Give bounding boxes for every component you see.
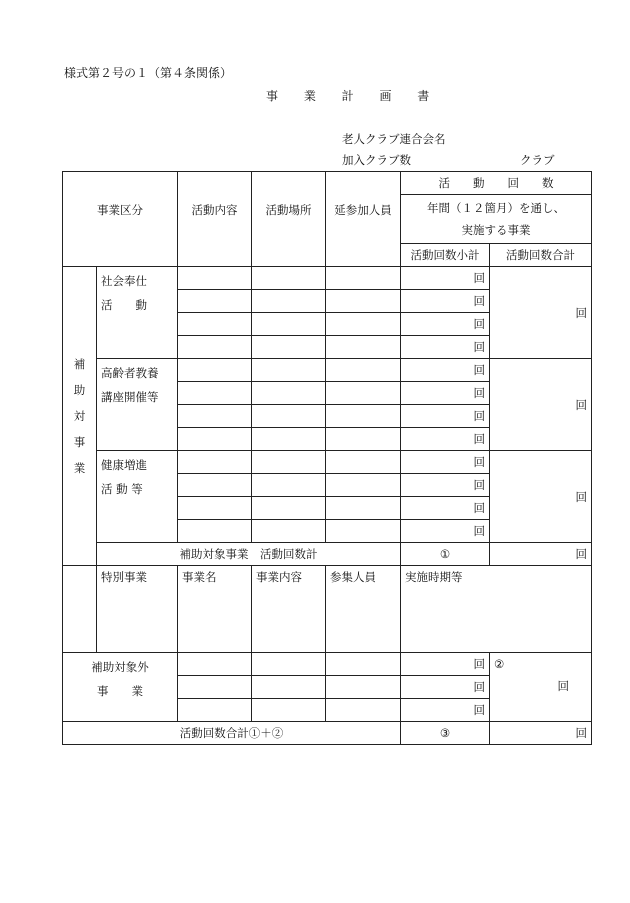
content-cell[interactable] bbox=[178, 451, 252, 474]
non-subsidized-label: 補助対象外 事 業 bbox=[63, 653, 178, 722]
participants-cell[interactable] bbox=[326, 267, 401, 290]
summary-total-cell[interactable]: 回 bbox=[490, 543, 592, 566]
subtotal-cell[interactable]: 回 bbox=[401, 267, 490, 290]
place-cell[interactable] bbox=[252, 451, 326, 474]
content-cell[interactable] bbox=[178, 405, 252, 428]
subtotal-cell[interactable]: 回 bbox=[401, 676, 490, 699]
participants-cell[interactable] bbox=[326, 428, 401, 451]
place-cell[interactable] bbox=[252, 676, 326, 699]
header-row bbox=[63, 172, 592, 195]
summary-mark-2: ② bbox=[494, 657, 505, 671]
special-project-row bbox=[63, 566, 592, 653]
subtotal-cell[interactable]: 回 bbox=[401, 313, 490, 336]
subtotal-cell[interactable]: 回 bbox=[401, 336, 490, 359]
subsidized-summary-row bbox=[63, 543, 592, 566]
participants-cell[interactable] bbox=[326, 653, 401, 676]
document-title: 事 業 計 画 書 bbox=[266, 89, 441, 103]
participants-cell[interactable] bbox=[326, 474, 401, 497]
content-cell[interactable] bbox=[178, 267, 252, 290]
subtotal-cell[interactable]: 回 bbox=[401, 451, 490, 474]
place-cell[interactable] bbox=[252, 359, 326, 382]
content-cell[interactable] bbox=[178, 653, 252, 676]
content-cell[interactable] bbox=[178, 497, 252, 520]
total-cell[interactable]: 回 bbox=[490, 267, 592, 359]
subtotal-cell[interactable]: 回 bbox=[401, 520, 490, 543]
col-category: 事業区分 bbox=[63, 172, 178, 267]
content-cell[interactable] bbox=[178, 290, 252, 313]
business-plan-table bbox=[62, 171, 592, 745]
place-cell[interactable] bbox=[252, 699, 326, 722]
subtotal-cell[interactable]: 回 bbox=[401, 428, 490, 451]
subtotal-cell[interactable]: 回 bbox=[401, 290, 490, 313]
subsidized-label: 補助対事業 bbox=[63, 267, 97, 566]
special-project-name[interactable]: 事業名 bbox=[178, 566, 252, 653]
subtotal-cell[interactable]: 回 bbox=[401, 382, 490, 405]
place-cell[interactable] bbox=[252, 474, 326, 497]
content-cell[interactable] bbox=[178, 359, 252, 382]
content-cell[interactable] bbox=[178, 336, 252, 359]
place-cell[interactable] bbox=[252, 653, 326, 676]
group-health-promotion: 健康増進 活 動 等 bbox=[97, 451, 178, 543]
col-participants: 延参加人員 bbox=[326, 172, 401, 267]
subsidized-summary-label: 補助対象事業 活動回数計 bbox=[97, 543, 401, 566]
table-row bbox=[63, 359, 592, 382]
participants-cell[interactable] bbox=[326, 290, 401, 313]
special-project-period[interactable]: 実施時期等 bbox=[401, 566, 592, 653]
member-clubs-unit: クラブ bbox=[520, 153, 555, 167]
total-cell[interactable]: 回 bbox=[490, 359, 592, 451]
subtotal-cell[interactable]: 回 bbox=[401, 359, 490, 382]
col-total: 活動回数合計 bbox=[490, 244, 592, 267]
place-cell[interactable] bbox=[252, 405, 326, 428]
place-cell[interactable] bbox=[252, 382, 326, 405]
grand-total-cell[interactable]: 回 bbox=[490, 722, 592, 745]
col-place: 活動場所 bbox=[252, 172, 326, 267]
place-cell[interactable] bbox=[252, 497, 326, 520]
member-clubs-label: 加入クラブ数 bbox=[342, 153, 411, 167]
participants-cell[interactable] bbox=[326, 676, 401, 699]
content-cell[interactable] bbox=[178, 313, 252, 336]
subtotal-cell[interactable]: 回 bbox=[401, 699, 490, 722]
grand-total-label: 活動回数合計①＋② bbox=[63, 722, 401, 745]
content-cell[interactable] bbox=[178, 474, 252, 497]
col-annual-note: 年間（１２箇月）を通し、 実施する事業 bbox=[401, 195, 592, 244]
total-cell[interactable]: 回 bbox=[490, 451, 592, 543]
group-elderly-education: 高齢者教養 講座開催等 bbox=[97, 359, 178, 451]
participants-cell[interactable] bbox=[326, 313, 401, 336]
place-cell[interactable] bbox=[252, 336, 326, 359]
content-cell[interactable] bbox=[178, 699, 252, 722]
content-cell[interactable] bbox=[178, 428, 252, 451]
subtotal-cell[interactable]: 回 bbox=[401, 405, 490, 428]
participants-cell[interactable] bbox=[326, 405, 401, 428]
participants-cell[interactable] bbox=[326, 520, 401, 543]
form-number: 様式第２号の１（第４条関係） bbox=[64, 66, 233, 80]
place-cell[interactable] bbox=[252, 520, 326, 543]
special-project-label: 特別事業 bbox=[97, 566, 178, 653]
non-subsidized-total-unit: 回 bbox=[557, 679, 569, 693]
place-cell[interactable] bbox=[252, 267, 326, 290]
content-cell[interactable] bbox=[178, 382, 252, 405]
participants-cell[interactable] bbox=[326, 699, 401, 722]
participants-cell[interactable] bbox=[326, 336, 401, 359]
non-subsidized-total[interactable] bbox=[490, 653, 592, 722]
league-name-label: 老人クラブ連合会名 bbox=[342, 132, 446, 146]
subtotal-cell[interactable]: 回 bbox=[401, 497, 490, 520]
col-content: 活動内容 bbox=[178, 172, 252, 267]
participants-cell[interactable] bbox=[326, 497, 401, 520]
table-row bbox=[63, 653, 592, 676]
group-social-service: 社会奉仕 活 動 bbox=[97, 267, 178, 359]
place-cell[interactable] bbox=[252, 290, 326, 313]
col-subtotal: 活動回数小計 bbox=[401, 244, 490, 267]
col-activity-count: 活 動 回 数 bbox=[401, 172, 592, 195]
participants-cell[interactable] bbox=[326, 382, 401, 405]
content-cell[interactable] bbox=[178, 520, 252, 543]
table-row bbox=[63, 451, 592, 474]
special-project-participants[interactable]: 参集人員 bbox=[326, 566, 401, 653]
participants-cell[interactable] bbox=[326, 451, 401, 474]
participants-cell[interactable] bbox=[326, 359, 401, 382]
content-cell[interactable] bbox=[178, 676, 252, 699]
summary-mark-1: ① bbox=[401, 543, 490, 566]
subtotal-cell[interactable]: 回 bbox=[401, 653, 490, 676]
grand-total-row bbox=[63, 722, 592, 745]
subtotal-cell[interactable]: 回 bbox=[401, 474, 490, 497]
summary-mark-3: ③ bbox=[401, 722, 490, 745]
table-row bbox=[63, 267, 592, 290]
place-cell[interactable] bbox=[252, 313, 326, 336]
place-cell[interactable] bbox=[252, 428, 326, 451]
special-project-content[interactable]: 事業内容 bbox=[252, 566, 326, 653]
special-label-spacer bbox=[63, 566, 97, 653]
